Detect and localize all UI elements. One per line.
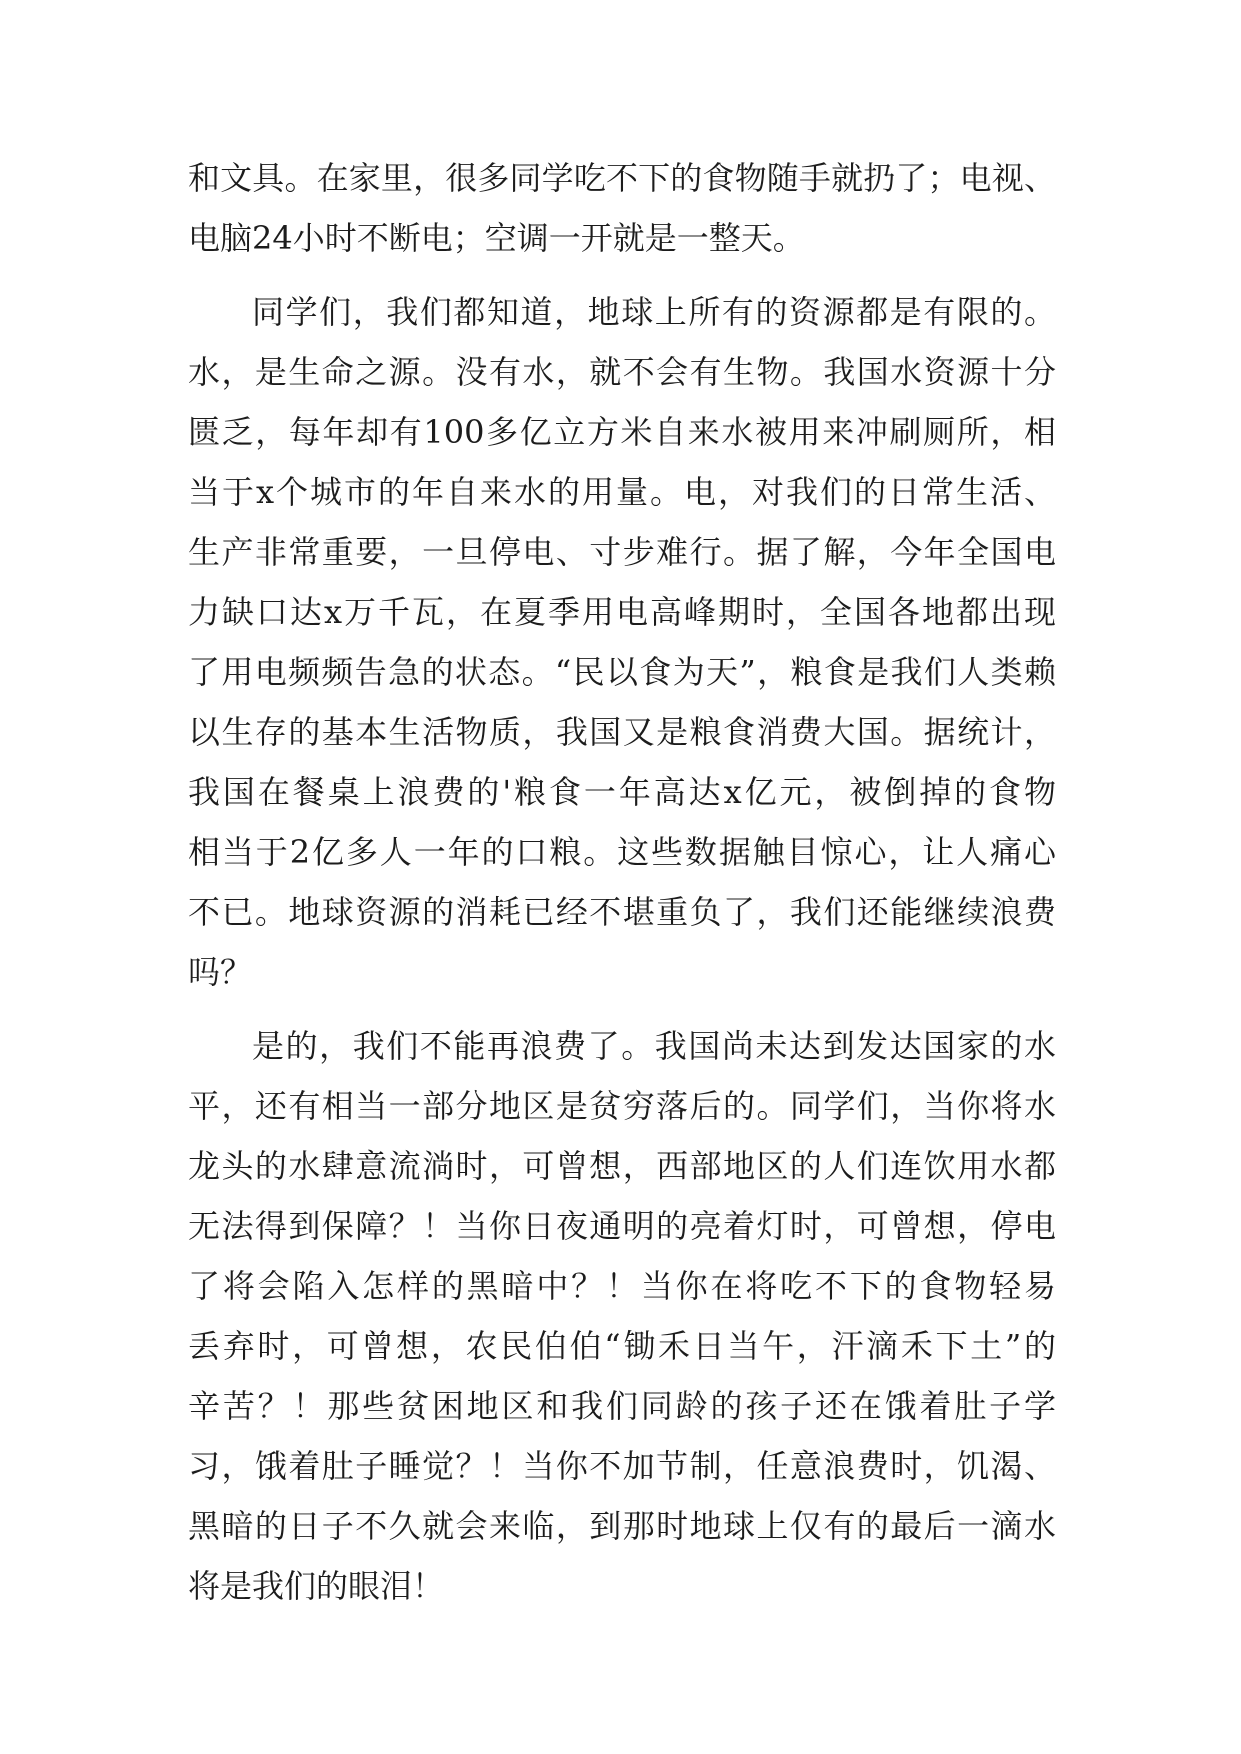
paragraph xyxy=(188,148,1056,268)
text-line: 平，还有相当一部分地区是贫穷落后的。同学们，当你将水 xyxy=(188,1087,1056,1125)
text-line: 无法得到保障？！当你日夜通明的亮着灯时，可曾想，停电 xyxy=(188,1207,1056,1245)
body-text xyxy=(188,148,1056,1616)
text-line: 以生存的基本生活物质，我国又是粮食消费大国。据统计， xyxy=(188,713,1056,751)
text-line: 力缺口达x万千瓦，在夏季用电高峰期时，全国各地都出现 xyxy=(188,593,1056,631)
text-line: 同学们，我们都知道，地球上所有的资源都是有限的。 xyxy=(252,293,1056,331)
text-line: 电脑24小时不断电；空调一开就是一整天。 xyxy=(188,219,805,257)
text-line: 吗？ xyxy=(188,953,253,991)
text-line: 和文具。在家里，很多同学吃不下的食物随手就扔了；电视、 xyxy=(188,159,1056,197)
text-line: 生产非常重要，一旦停电、寸步难行。据了解，今年全国电 xyxy=(188,533,1056,571)
text-line: 是的，我们不能再浪费了。我国尚未达到发达国家的水 xyxy=(252,1027,1056,1065)
text-line: 我国在餐桌上浪费的'粮食一年高达x亿元，被倒掉的食物 xyxy=(188,773,1056,811)
text-line: 水，是生命之源。没有水，就不会有生物。我国水资源十分 xyxy=(188,353,1056,391)
text-line: 黑暗的日子不久就会来临，到那时地球上仅有的最后一滴水 xyxy=(188,1507,1056,1545)
text-line: 相当于2亿多人一年的口粮。这些数据触目惊心，让人痛心 xyxy=(188,833,1056,871)
text-line: 龙头的水肆意流淌时，可曾想，西部地区的人们连饮用水都 xyxy=(188,1147,1056,1185)
text-line: 了将会陷入怎样的黑暗中？！当你在将吃不下的食物轻易 xyxy=(188,1267,1056,1305)
text-line: 丢弃时，可曾想，农民伯伯“锄禾日当午，汗滴禾下土”的 xyxy=(188,1327,1056,1365)
paragraph xyxy=(188,1016,1056,1616)
text-line: 将是我们的眼泪！ xyxy=(188,1567,445,1605)
text-line: 辛苦？！那些贫困地区和我们同龄的孩子还在饿着肚子学 xyxy=(188,1387,1056,1425)
text-line: 当于x个城市的年自来水的用量。电，对我们的日常生活、 xyxy=(188,473,1056,511)
text-line: 习，饿着肚子睡觉？！当你不加节制，任意浪费时，饥渴、 xyxy=(188,1447,1056,1485)
text-line: 了用电频频告急的状态。“民以食为天”，粮食是我们人类赖 xyxy=(188,653,1056,691)
paragraph xyxy=(188,282,1056,1002)
text-line: 匮乏，每年却有100多亿立方米自来水被用来冲刷厕所，相 xyxy=(188,413,1056,451)
text-line: 不已。地球资源的消耗已经不堪重负了，我们还能继续浪费 xyxy=(188,893,1056,931)
